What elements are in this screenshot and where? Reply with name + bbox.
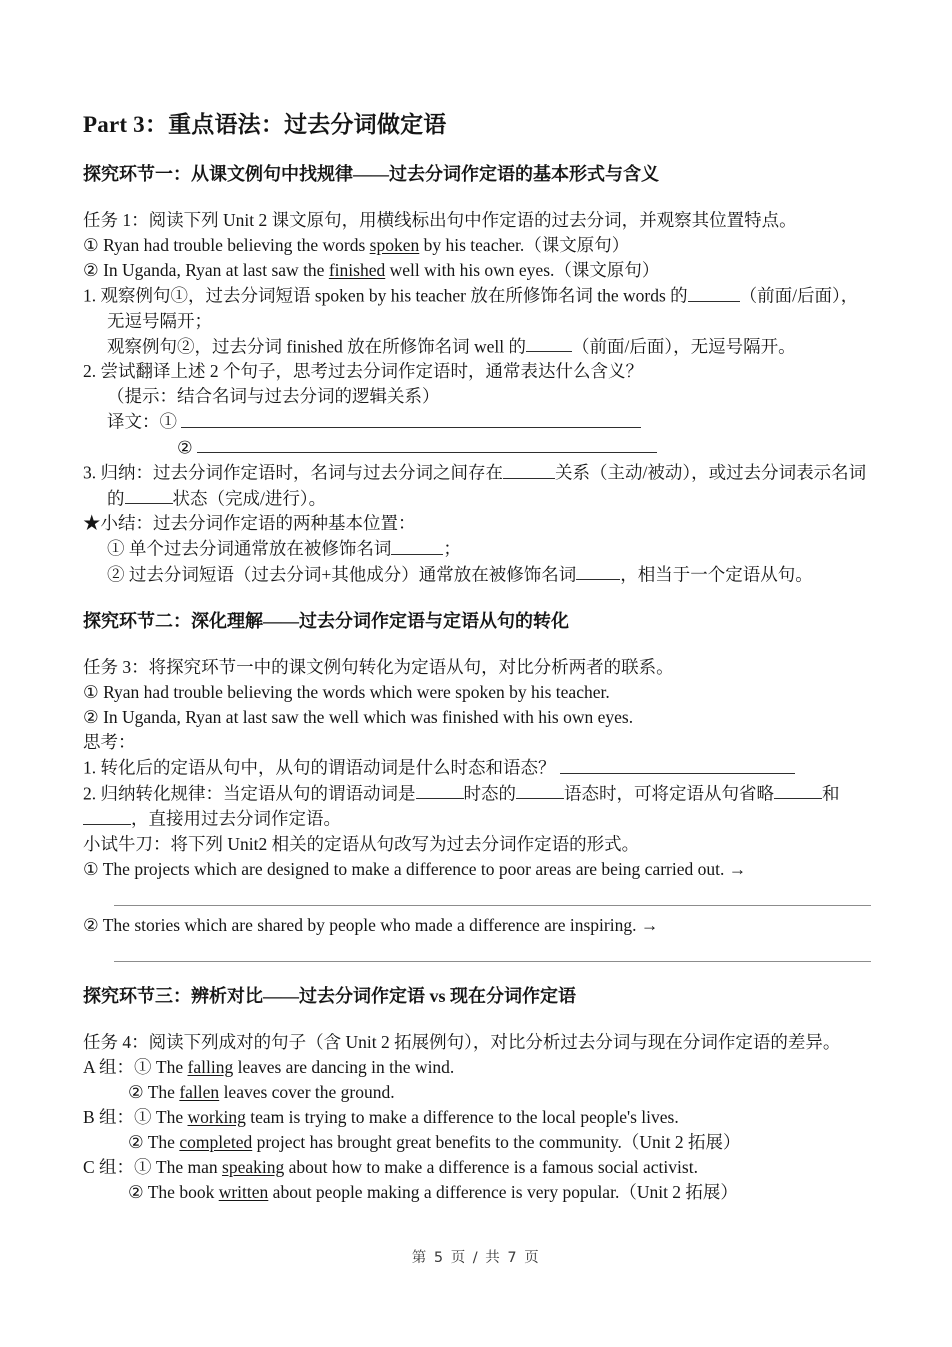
fill-in-blank <box>526 334 572 353</box>
text-paragraph: ② The fallen leaves cover the ground. <box>128 1081 395 1102</box>
text-paragraph: 2. 归纳转化规律：当定语从句的谓语动词是 时态的 语态时，可将定语从句省略 和，直接用过去分词作定语。 <box>83 781 875 832</box>
fill-in-blank <box>516 781 564 800</box>
underlined-word: finished <box>328 260 386 280</box>
text-paragraph: 任务 3：将探究环节一中的课文例句转化为定语从句，对比分析两者的联系。 <box>83 657 674 677</box>
fill-in-blank <box>416 781 464 800</box>
text-paragraph: 任务 4：阅读下列成对的句子（含 Unit 2 拓展例句），对比分析过去分词与现在分词作定语的差异。 <box>83 1031 841 1052</box>
text-paragraph: 小试牛刀：将下列 Unit2 相关的定语从句改写为过去分词作定语的形式。 <box>83 833 640 854</box>
underlined-word: spoken <box>369 235 420 255</box>
text-paragraph: ② The stories which are shared by people who made a difference are inspiring. → <box>83 914 659 935</box>
underlined-word: speaking <box>222 1156 285 1177</box>
page-number: 第 5 页 / 共 7 页 <box>411 1250 541 1266</box>
text-paragraph: ★小结：过去分词作定语的两种基本位置： <box>83 513 416 533</box>
text-paragraph: ② <box>83 435 875 461</box>
text-paragraph: ① The projects which are designed to make a difference to poor areas are being carried out. → <box>83 858 747 879</box>
text-paragraph: ② In Uganda, Ryan at last saw the finished well with his own eyes.（课文原句） <box>83 260 660 280</box>
text-paragraph: ① Ryan had trouble believing the words spoken by his teacher.（课文原句） <box>83 235 630 255</box>
text-paragraph: ① Ryan had trouble believing the words which were spoken by his teacher. <box>83 682 610 702</box>
section-heading: 探究环节二：深化理解——过去分词作定语与定语从句的转化 <box>83 611 569 631</box>
underlined-word: written <box>218 1181 269 1202</box>
answer-line <box>114 938 871 962</box>
underlined-word: falling <box>187 1056 234 1077</box>
fill-in-blank <box>391 536 443 555</box>
text-paragraph: B 组：① The working team is trying to make a difference to the local people's lives. <box>83 1106 679 1127</box>
text-paragraph: 译文：① <box>83 409 875 435</box>
fill-in-blank <box>560 755 795 774</box>
text-paragraph: 2. 尝试翻译上述 2 个句子，思考过去分词作定语时，通常表达什么含义？ <box>83 361 643 381</box>
document-blocks <box>83 162 875 1205</box>
fill-in-blank <box>83 806 131 825</box>
text-paragraph: 观察例句②，过去分词 finished 放在所修饰名词 well 的 （前面/后面），无逗号隔开。 <box>83 334 875 360</box>
text-paragraph: A 组：① The falling leaves are dancing in the wind. <box>83 1056 455 1077</box>
fill-in-blank <box>503 460 555 479</box>
fill-in-blank <box>688 283 740 302</box>
document-content <box>83 110 875 1205</box>
fill-in-blank <box>125 486 173 505</box>
text-paragraph: 3. 归纳：过去分词作定语时，名词与过去分词之间存在 关系（主动/被动），或过去分词表示名词的 状态（完成/进行）。 <box>83 460 875 511</box>
fill-in-blank <box>197 435 657 454</box>
section-heading: 探究环节一：从课文例句中找规律——过去分词作定语的基本形式与含义 <box>83 164 659 184</box>
fill-in-blank <box>181 409 641 428</box>
fill-in-blank <box>576 562 620 581</box>
text-paragraph: C 组：① The man speaking about how to make a difference is a famous social activist. <box>83 1156 698 1177</box>
answer-line <box>114 882 871 906</box>
text-paragraph: 1. 转化后的定语从句中，从句的谓语动词是什么时态和语态？ <box>83 755 875 781</box>
text-paragraph: ② The completed project has brought great benefits to the community.（Unit 2 拓展） <box>128 1131 741 1152</box>
underlined-word: completed <box>179 1131 253 1152</box>
text-paragraph: 思考： <box>83 732 136 752</box>
page-title: Part 3：重点语法：过去分词做定语 <box>83 112 447 137</box>
text-paragraph: ② 过去分词短语（过去分词+其他成分）通常放在被修饰名词 ，相当于一个定语从句。 <box>83 562 875 588</box>
text-paragraph: ① 单个过去分词通常放在被修饰名词 ； <box>83 536 875 562</box>
text-paragraph: 任务 1：阅读下列 Unit 2 课文原句，用横线标出句中作定语的过去分词，并观察其位置特点。 <box>83 210 797 230</box>
underlined-word: fallen <box>179 1081 220 1102</box>
underlined-word: working <box>187 1106 246 1127</box>
fill-in-blank <box>774 781 822 800</box>
section-heading: 探究环节三：辨析对比——过去分词作定语 vs 现在分词作定语 <box>83 985 577 1006</box>
text-paragraph: ② In Uganda, Ryan at last saw the well which was finished with his own eyes. <box>83 707 634 727</box>
text-paragraph: （提示：结合名词与过去分词的逻辑关系） <box>107 386 440 406</box>
text-paragraph: 1. 观察例句①，过去分词短语 spoken by his teacher 放在所修饰名词 the words 的 （前面/后面），无逗号隔开； <box>83 283 875 334</box>
text-paragraph: ② The book written about people making a difference is very popular.（Unit 2 拓展） <box>128 1181 738 1202</box>
